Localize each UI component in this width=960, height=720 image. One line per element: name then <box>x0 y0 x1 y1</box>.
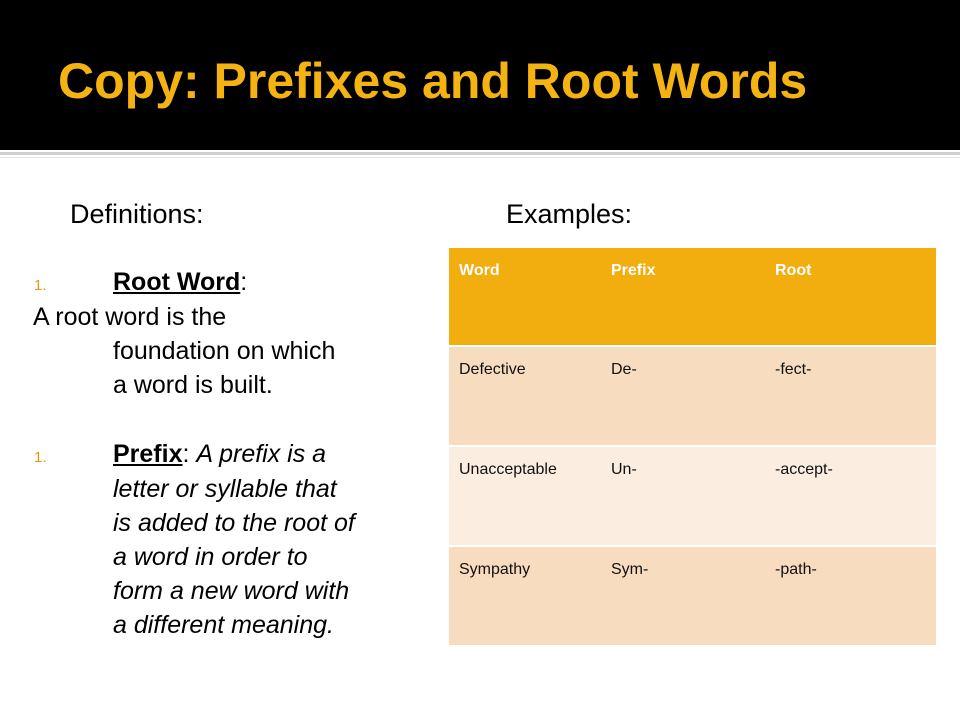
prefix-definition-line: form a new word with <box>113 577 350 605</box>
root-word-colon: : <box>240 268 248 296</box>
cell-word: Sympathy <box>449 546 601 646</box>
column-header-root: Root <box>765 248 936 346</box>
prefix-label: Prefix <box>113 440 183 468</box>
examples-heading: Examples: <box>506 199 633 229</box>
definitions-heading: Definitions: <box>70 199 204 229</box>
list-number: 1. <box>34 449 47 466</box>
cell-prefix: Un- <box>601 446 765 546</box>
cell-root: -path- <box>765 546 936 646</box>
cell-root: -fect- <box>765 346 936 446</box>
root-word-definition-line: foundation on which <box>113 337 336 365</box>
prefix-definition-line: A prefix is a <box>196 440 327 468</box>
slide-title: Copy: Prefixes and Root Words <box>58 53 808 109</box>
root-word-term <box>113 265 247 299</box>
prefix-definition-line: a different meaning. <box>113 611 334 639</box>
prefix-colon: : <box>182 440 190 468</box>
cell-prefix: De- <box>601 346 765 446</box>
table-row <box>449 346 936 446</box>
cell-prefix: Sym- <box>601 546 765 646</box>
column-header-prefix: Prefix <box>601 248 765 346</box>
examples-table <box>449 248 936 647</box>
prefix-definition-line: letter or syllable that <box>113 475 337 503</box>
prefix-definition-line: is added to the root of <box>113 509 355 537</box>
cell-word: Unacceptable <box>449 446 601 546</box>
cell-word: Defective <box>449 346 601 446</box>
prefix-definition-line: a word in order to <box>113 543 308 571</box>
cell-root: -accept- <box>765 446 936 546</box>
table-header-row <box>449 248 936 346</box>
root-word-label: Root Word <box>113 268 241 296</box>
root-word-definition-line: a word is built. <box>113 371 273 399</box>
list-number: 1. <box>34 277 47 294</box>
definitions-section <box>0 0 440 720</box>
table-row <box>449 546 936 646</box>
root-word-definition-line: A root word is the <box>33 303 227 331</box>
table-row <box>449 446 936 546</box>
column-header-word: Word <box>449 248 601 346</box>
prefix-term <box>113 437 326 471</box>
